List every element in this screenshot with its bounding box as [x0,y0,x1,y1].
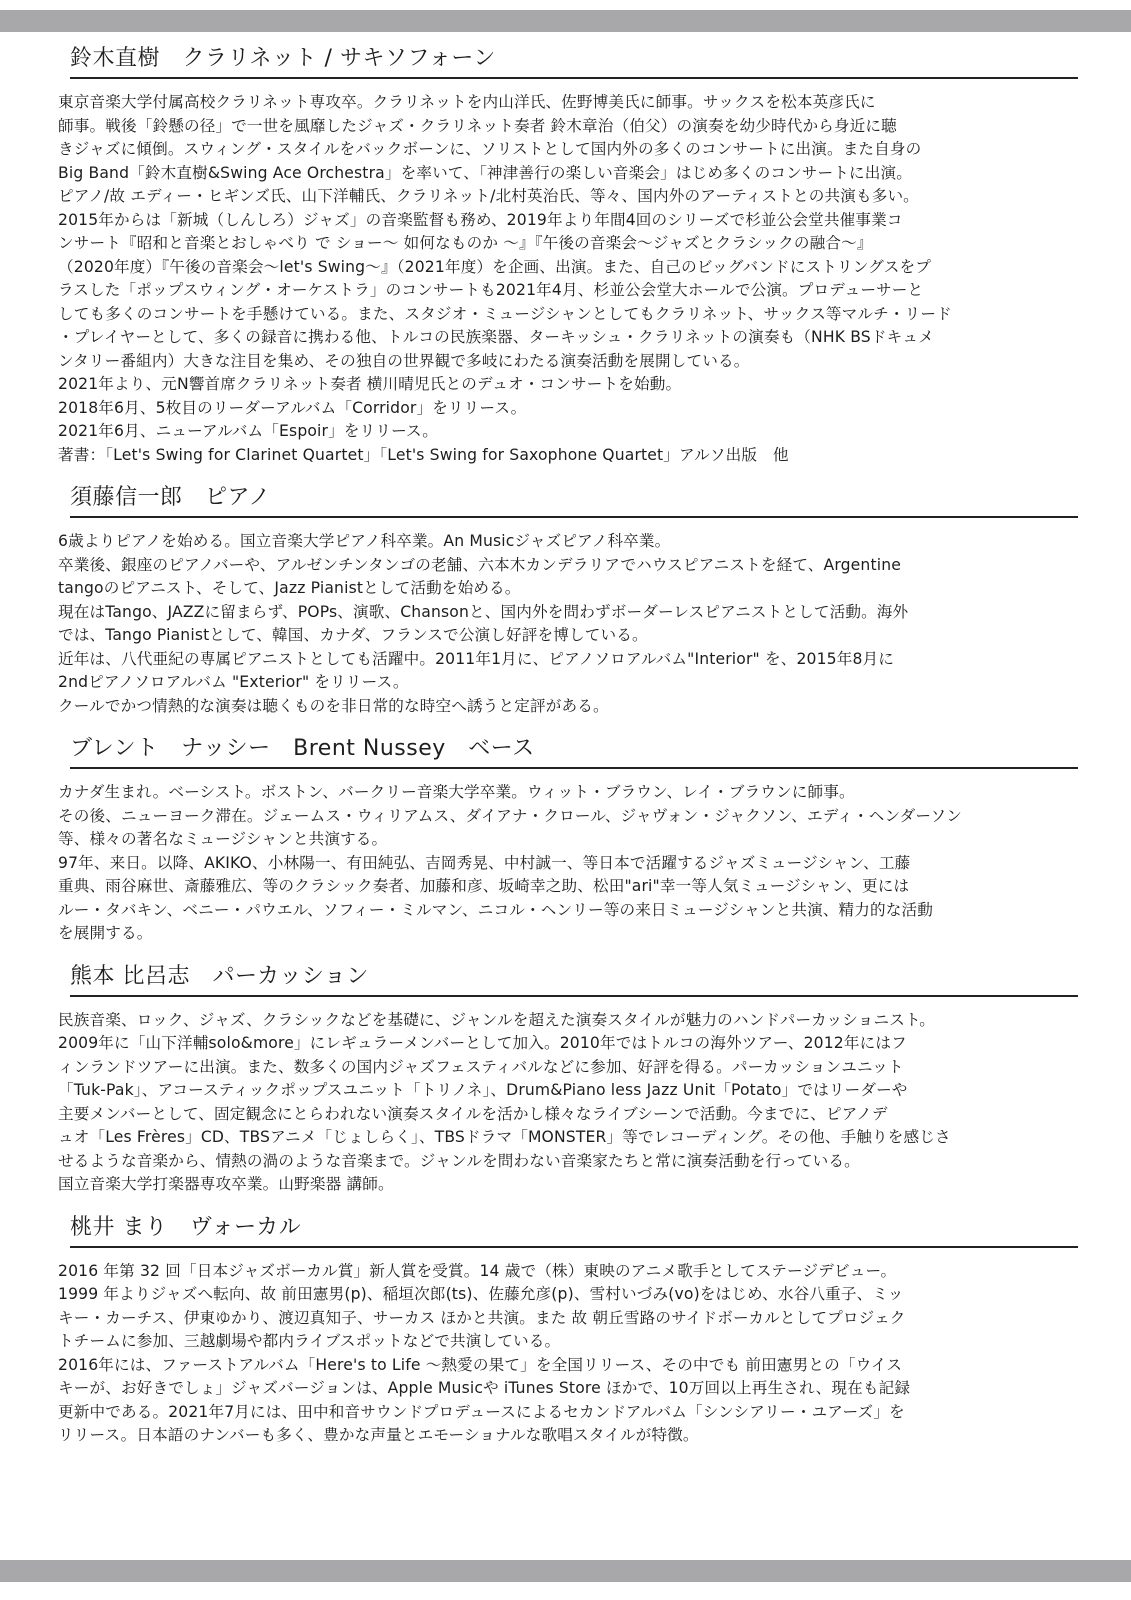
text-line: トチームに参加、三越劇場や都内ライブスポットなどで共演している。 [58,1332,561,1350]
text-line: 等、様々の著名なミュージシャンと共演する。 [58,830,388,848]
text-line: 2018年6月、5枚目のリーダーアルバム「Corridor」をリリース。 [58,398,527,417]
text-line: Big Band「鈴木直樹&Swing Ace Orchestra」を率いて、「神津善行の楽しい音楽会」はじめ多くのコンサートに出演。 [58,163,913,182]
section-body [58,1009,1088,1197]
top-gray-band [0,10,1131,32]
section-heading: 桃井 まり ヴォーカル [70,1213,1078,1248]
section-body [58,781,1088,946]
text-line: 国立音楽大学打楽器専攻卒業。山野楽器 講師。 [58,1175,394,1193]
text-line: 東京音楽大学付属高校クラリネット専攻卒。クラリネットを内山洋氏、佐野博美氏に師事。サックスを松本英彦氏に [58,93,876,111]
text-line: ィンランドツアーに出演。また、数多くの国内ジャズフェスティバルなどに参加、好評を得る。パーカッションユニット [58,1057,904,1076]
text-line: カナダ生まれ。ベーシスト。ボストン、バークリー音楽大学卒業。ウィット・ブラウン、レイ・ブラウンに師事。 [58,783,855,801]
text-line: 6歳よりピアノを始める。国立音楽大学ピアノ科卒業。An Musicジャズピアノ科卒業。 [58,532,671,550]
text-line: 97年、来日。以降、AKIKO、小林陽一、有田純弘、吉岡秀晃、中村誠一、等日本で活躍するジャズミュージシャン、工藤 [58,853,911,872]
section-gap [58,718,1088,734]
text-line: 2021年より、元N響首席クラリネット奏者 横川晴児氏とのデュオ・コンサートを始動。 [58,375,682,393]
text-line: ンタリー番組内）大きな注目を集め、その独自の世界観で多岐にわたる演奏活動を展開している。 [58,351,750,370]
text-line: せるような音楽から、情熱の渦のような音楽まで。ジャンルを問わない音楽家たちと常に演奏活動を行っている。 [58,1151,860,1170]
profile-suzuki [58,44,1088,467]
text-line: 「Tuk-Pak」、アコースティックポップスユニット「トリノネ」、Drum&Piano less Jazz Unit「Potato」ではリーダーや [58,1081,908,1099]
section-heading: 須藤信一郎 ピアノ [70,483,1078,518]
text-line: 師事。戦後「鈴懸の径」で一世を風靡したジャズ・クラリネット奏者 鈴木章治（伯父）の演奏を幼少時代から身近に聴 [58,116,897,135]
text-line: では、Tango Pianistとして、韓国、カナダ、フランスで公演し好評を博している。 [58,626,648,644]
text-line: クールでかつ情熱的な演奏は聴くものを非日常的な時空へ誘うと定評がある。 [58,696,609,715]
text-line: キー・カーチス、伊東ゆかり、渡辺真知子、サーカス ほかと共演。また 故 朝丘雪路のサイドボーカルとしてプロジェク [58,1308,906,1327]
text-line: 卒業後、銀座のピアノバーや、アルゼンチンタンゴの老舗、六本木カンデラリアでハウスピアニストを経て、Argentine [58,555,901,574]
section-gap [58,946,1088,962]
text-line: 2021年6月、ニューアルバム「Espoir」をリリース。 [58,422,438,440]
text-line: 重典、雨谷麻世、斎藤雅広、等のクラシック奏者、加藤和彦、坂崎幸之助、松田"ari"幸一等人気ミュージシャン、更には [58,877,910,895]
section-body [58,530,1088,718]
text-line: きジャズに傾倒。スウィング・スタイルをバックボーンに、ソリストとして国内外の多くのコンサートに出演。また自身の [58,140,922,158]
text-line: ンサート『昭和と音楽とおしゃべり で ショー〜 如何なものか 〜』『午後の音楽会〜ジャズとクラシックの融合〜』 [58,234,873,252]
text-line: 近年は、八代亜紀の専属ピアニストとしても活躍中。2011年1月に、ピアノソロアルバム"Interior" を、2015年8月に [58,649,895,668]
profile-document [58,44,1088,1448]
text-line: を展開する。 [58,924,153,942]
section-heading: 鈴木直樹 クラリネット / サキソフォーン [70,44,1078,79]
text-line: 1999 年よりジャズへ転向、故 前田憲男(p)、稲垣次郎(ts)、佐藤允彦(p)、雪村いづみ(vo)をはじめ、水谷八重子、ミッ [58,1285,904,1303]
text-line: 2015年からは「新城（しんしろ）ジャズ」の音楽監督も務め、2019年より年間4回のシリーズで杉並公会堂共催事業コ [58,210,903,229]
bottom-gray-band [0,1560,1131,1582]
profile-momoi [58,1213,1088,1448]
text-line: リリース。日本語のナンバーも多く、豊かな声量とエモーショナルな歌唱スタイルが特徴。 [58,1426,699,1444]
text-line: 2016 年第 32 回「日本ジャズボーカル賞」新人賞を受賞。14 歳で（株）東映のアニメ歌手としてステージデビュー。 [58,1261,897,1280]
section-body [58,1260,1088,1448]
text-line: 現在はTango、JAZZに留まらず、POPs、演歌、Chansonと、国内外を問わずボーダーレスピアニストとして活動。海外 [58,602,909,621]
text-line: その後、ニューヨーク滞在。ジェームス・ウィリアムス、ダイアナ・クロール、ジャヴォン・ジャクソン、エディ・ヘンダーソン [58,806,962,825]
text-line: 主要メンバーとして、固定観念にとらわれない演奏スタイルを活かし様々なライブシーンで活動。今までに、ピアノデ [58,1104,888,1123]
section-gap [58,467,1088,483]
section-body [58,91,1088,467]
text-line: 著書：「Let's Swing for Clarinet Quartet」「Let's Swing for Saxophone Quartet」アルソ出版 他 [58,445,789,464]
section-gap [58,1197,1088,1213]
text-line: tangoのピアニスト、そして、Jazz Pianistとして活動を始める。 [58,579,521,597]
text-line: ュオ「Les Frères」CD、TBSアニメ「じょしらく」、TBSドラマ「MONSTER」等でレコーディング。その他、手触りを感じさ [58,1128,951,1146]
text-line: （2020年度）『午後の音楽会〜let's Swing〜』（2021年度）を企画、出演。また、自己のビッグバンドにストリングスをプ [58,257,931,276]
profile-nussey [58,734,1088,946]
text-line: ルー・タバキン、ベニー・パウエル、ソフィー・ミルマン、ニコル・ヘンリー等の来日ミュージシャンと共演、精力的な活動 [58,900,934,919]
text-line: キーが、お好きでしょ」ジャズバージョンは、Apple Musicや iTunes Store ほかで、10万回以上再生され、現在も記録 [58,1379,911,1397]
section-heading: 熊本 比呂志 パーカッション [70,962,1078,997]
text-line: ・プレイヤーとして、多くの録音に携わる他、トルコの民族楽器、ターキッシュ・クラリネットの演奏も（NHK BSドキュメ [58,328,934,346]
text-line: ラスした「ポップスウィング・オーケストラ」のコンサートも2021年4月、杉並公会堂大ホールで公演。プロデューサーと [58,281,924,299]
text-line: 2009年に「山下洋輔solo&more」にレギュラーメンバーとして加入。2010年ではトルコの海外ツアー、2012年にはフ [58,1034,907,1052]
profile-kumamoto [58,962,1088,1197]
profile-sudo [58,483,1088,718]
section-heading: ブレント ナッシー Brent Nussey ベース [70,734,1078,769]
text-line: 民族音楽、ロック、ジャズ、クラシックなどを基礎に、ジャンルを超えた演奏スタイルが魅力のハンドパーカッショニスト。 [58,1010,936,1029]
text-line: 2ndピアノソロアルバム "Exterior" をリリース。 [58,673,409,691]
text-line: 更新中である。2021年7月には、田中和音サウンドプロデュースによるセカンドアルバム「シンシアリー・ユアーズ」を [58,1402,905,1421]
text-line: 2016年には、ファーストアルバム「Here's to Life 〜熱愛の果て」を全国リリース、その中でも 前田憲男との「ウイス [58,1355,903,1374]
text-line: ピアノ/故 エディー・ヒギンズ氏、山下洋輔氏、クラリネット/北村英治氏、等々、国内外のアーティストとの共演も多い。 [58,187,919,205]
text-line: しても多くのコンサートを手懸けている。また、スタジオ・ミュージシャンとしてもクラリネット、サックス等マルチ・リード [58,304,952,323]
